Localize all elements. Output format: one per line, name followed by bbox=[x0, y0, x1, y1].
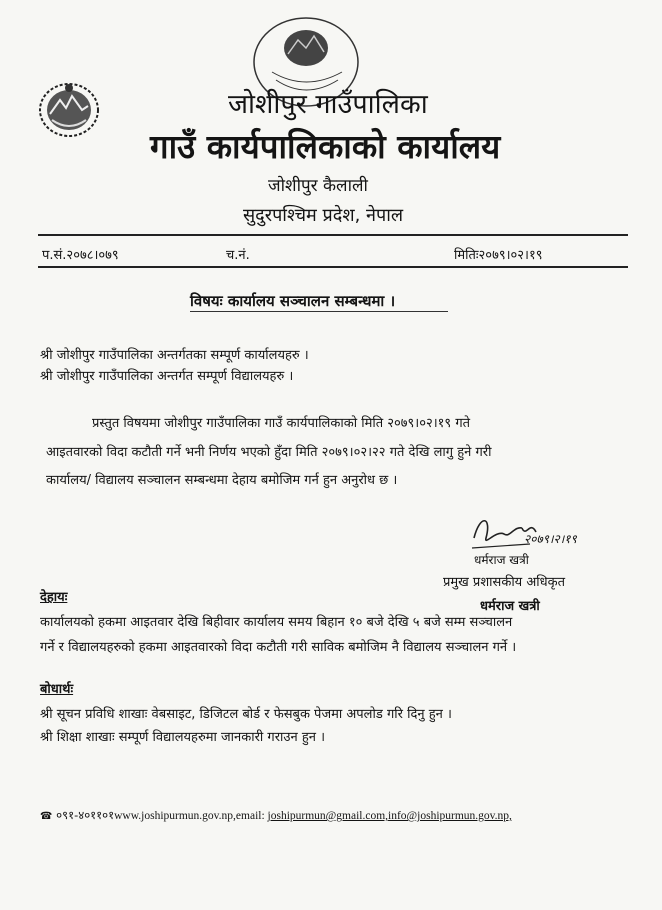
footer-email-label: email: bbox=[235, 810, 268, 822]
dispatch-number: च.नं. bbox=[226, 248, 250, 263]
letter-date: मितिः२०७९।०२।१९ bbox=[454, 248, 543, 263]
footer-email-2[interactable]: info@joshipurmun.gov.np, bbox=[388, 810, 512, 822]
signatory-designation: प्रमुख प्रशासकीय अधिकृत bbox=[443, 575, 566, 590]
dehaya-heading: देहायः bbox=[40, 590, 68, 605]
address-line-1: जोशीपुर कैलाली bbox=[268, 176, 368, 196]
phone-icon: ☎ bbox=[40, 811, 53, 822]
subject-underline bbox=[190, 311, 448, 312]
footer-website[interactable]: www.joshipurmun.gov.np, bbox=[114, 810, 236, 822]
signatory-name-handwritten: धर्मराज खत्री bbox=[474, 553, 529, 567]
bodharth-heading: बोधार्थः bbox=[40, 682, 74, 697]
nepal-emblem-logo bbox=[38, 80, 100, 142]
recipient-2: श्री जोशीपुर गाउँपालिका अन्तर्गत सम्पूर्ण विद्यालयहरु । bbox=[40, 369, 294, 384]
body-line-2: आइतवारको विदा कटौती गर्ने भनी निर्णय भएको हुँदा मिति २०७९।०२।२२ गते देखि लागु हुने गरी bbox=[46, 445, 492, 460]
header-rule-top bbox=[38, 234, 628, 236]
body-line-3: कार्यालय/ विद्यालय सञ्चालन सम्बन्धमा देहाय बमोजिम गर्न हुन अनुरोध छ । bbox=[46, 473, 398, 488]
recipient-1: श्री जोशीपुर गाउँपालिका अन्तर्गतका सम्पूर्ण कार्यालयहरु । bbox=[40, 348, 309, 363]
dehaya-line-1: कार्यालयको हकमा आइतवार देखि बिहीवार कार्यालय समय बिहान १० बजे देखि ५ बजे सम्म सञ्चालन bbox=[40, 615, 513, 630]
bodharth-item-1: श्री सूचन प्रविधि शाखाः वेबसाइट, डिजिटल बोर्ड र फेसबुक पेजमा अपलोड गरि दिनु हुन । bbox=[40, 707, 452, 722]
subject-line: विषयः कार्यालय सञ्चालन सम्बन्धमा । bbox=[190, 292, 396, 310]
footer-phone: ०९१-४०११०१ bbox=[56, 808, 115, 822]
footer-contact bbox=[40, 808, 512, 823]
signatory-name-stamp: धर्मराज खत्री bbox=[480, 599, 540, 614]
signature-handwritten-date: २०७९।२।१९ bbox=[524, 532, 577, 546]
bodharth-item-2: श्री शिक्षा शाखाः सम्पूर्ण विद्यालयहरुमा जानकारी गराउन हुन । bbox=[40, 730, 326, 745]
office-name: गाउँ कार्यपालिकाको कार्यालय bbox=[150, 127, 501, 166]
footer-email-1[interactable]: joshipurmun@gmail.com, bbox=[267, 810, 389, 822]
header-rule-bottom bbox=[38, 266, 628, 268]
body-line-1: प्रस्तुत विषयमा जोशीपुर गाउँपालिका गाउँ कार्यपालिकाको मिति २०७९।०२।१९ गते bbox=[92, 416, 471, 431]
letter-number: प.सं.२०७८।०७९ bbox=[42, 248, 119, 263]
municipality-name: जोशीपुर गाउँपालिका bbox=[228, 89, 428, 120]
dehaya-line-2: गर्ने र विद्यालयहरुको हकमा आइतवारको विदा कटौती गरी साविक बमोजिम नै विद्यालय सञ्चालन गर्ने । bbox=[40, 640, 517, 655]
address-line-2: सुदुरपश्चिम प्रदेश, नेपाल bbox=[243, 205, 404, 226]
